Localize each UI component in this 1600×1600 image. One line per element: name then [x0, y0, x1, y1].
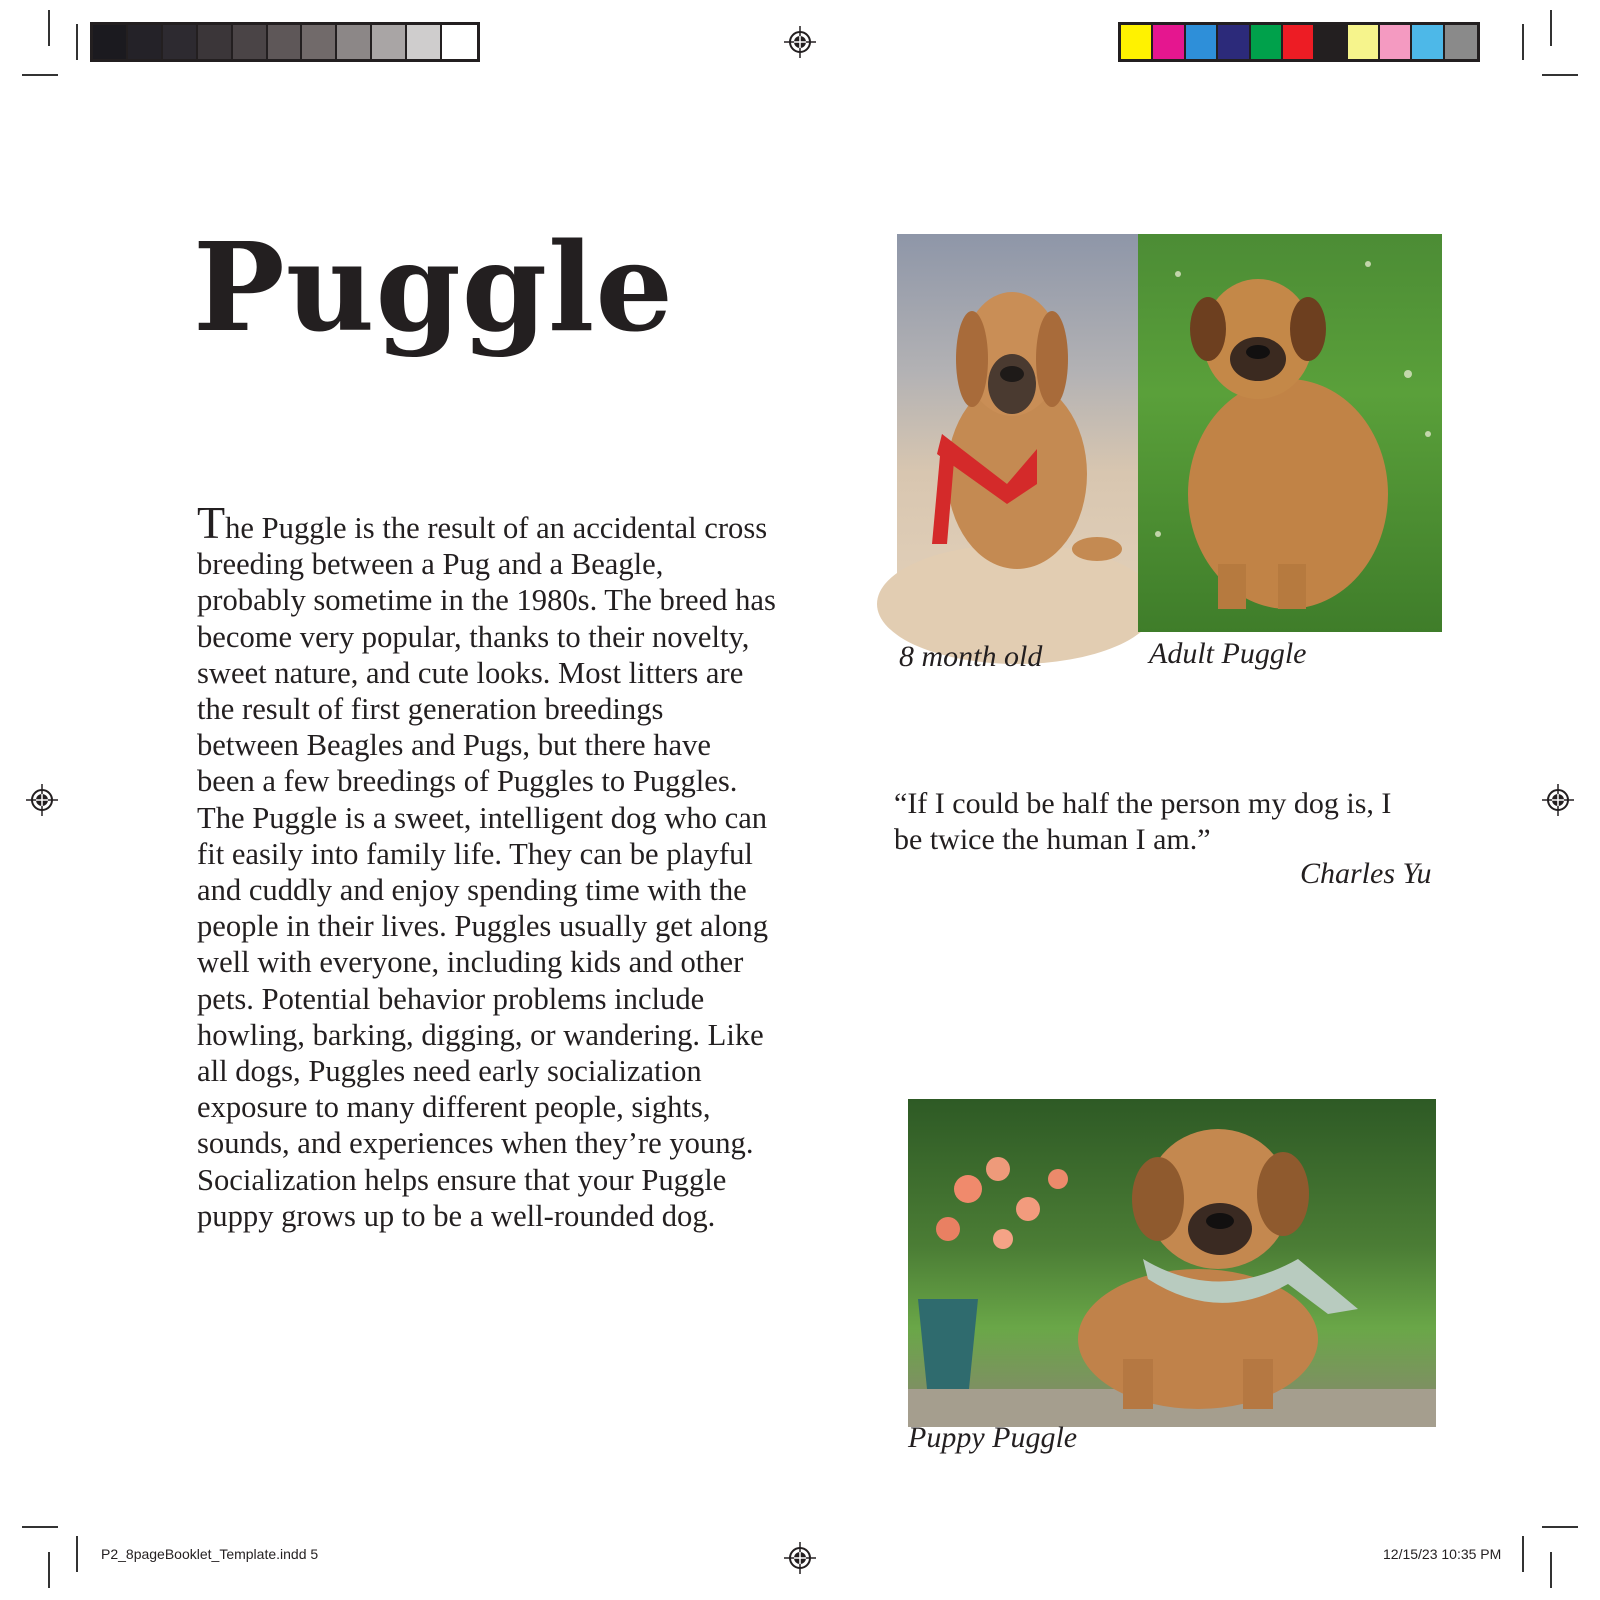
crop-mark-top-left-horizontal	[22, 74, 58, 76]
puppy-in-garden-photo	[908, 1099, 1436, 1427]
body-line: puppy grows up to be a well-rounded dog.	[197, 1198, 716, 1233]
crop-mark-top-right-vertical	[1550, 10, 1552, 46]
gray-swatch	[93, 25, 128, 59]
crop-mark-bottom-left-horizontal	[22, 1526, 58, 1528]
body-line: Socialization helps ensure that your Puggle	[197, 1162, 727, 1197]
body-line	[197, 497, 837, 548]
body-line: the result of first generation breedings	[197, 692, 664, 727]
body-line: exposure to many different people, sights,	[197, 1090, 711, 1125]
grayscale-calibration-bar	[90, 22, 480, 62]
crop-mark-top-right-horizontal	[1542, 74, 1578, 76]
gray-swatch	[442, 25, 477, 59]
registration-mark-top-icon	[784, 26, 816, 58]
body-line: howling, barking, digging, or wandering. Like	[197, 1017, 764, 1052]
caption-adult-puggle: Adult Puggle	[1149, 637, 1307, 670]
gray-swatch	[198, 25, 233, 59]
dog-quote	[894, 786, 1454, 858]
registration-mark-bottom-icon	[784, 1542, 816, 1574]
body-paragraph	[197, 497, 837, 1234]
drop-cap: T	[197, 497, 226, 548]
crop-mark-bottom-right-horizontal	[1542, 1526, 1578, 1528]
color-swatch	[1218, 25, 1250, 59]
body-line: The Puggle is a sweet, intelligent dog who can	[197, 800, 768, 835]
body-line: people in their lives. Puggles usually get along	[197, 909, 768, 944]
color-swatch	[1153, 25, 1185, 59]
body-line: between Beagles and Pugs, but there have	[197, 728, 711, 763]
caption-8-month-old: 8 month old	[899, 640, 1043, 673]
body-line: probably sometime in the 1980s. The breed has	[197, 583, 776, 618]
body-line: sounds, and experiences when they’re young.	[197, 1126, 754, 1161]
color-swatch	[1412, 25, 1444, 59]
color-swatch	[1315, 25, 1347, 59]
body-line: been a few breedings of Puggles to Puggles.	[197, 764, 738, 799]
color-swatch	[1445, 25, 1477, 59]
gray-swatch	[302, 25, 337, 59]
body-line: and cuddly and enjoy spending time with the	[197, 873, 747, 908]
photo-pair	[897, 234, 1442, 632]
registration-mark-right-icon	[1542, 784, 1574, 816]
registration-mark-left-icon	[26, 784, 58, 816]
slug-filename: P2_8pageBooklet_Template.indd 5	[101, 1546, 319, 1562]
crop-mark-top-left-vertical	[48, 10, 50, 46]
gray-swatch	[233, 25, 268, 59]
body-line: breeding between a Pug and a Beagle,	[197, 547, 664, 582]
color-swatch	[1121, 25, 1153, 59]
quote-line-1: “If I could be half the person my dog is, I	[894, 787, 1392, 820]
body-line: all dogs, Puggles need early socialization	[197, 1054, 702, 1089]
crop-mark-bottom-right-vertical	[1550, 1552, 1552, 1588]
quote-line-2: be twice the human I am.”	[894, 823, 1211, 856]
crop-mark-bottom-right-inner	[1522, 1536, 1524, 1572]
gray-swatch	[407, 25, 442, 59]
crop-mark-top-right-inner	[1522, 24, 1524, 60]
body-line: fit easily into family life. They can be playful	[197, 836, 753, 871]
color-swatch	[1348, 25, 1380, 59]
color-swatch	[1380, 25, 1412, 59]
color-calibration-bar	[1118, 22, 1480, 62]
body-line: sweet nature, and cute looks. Most litters are	[197, 655, 744, 690]
slug-datetime: 12/15/23 10:35 PM	[1383, 1546, 1502, 1562]
body-line: become very popular, thanks to their novelty,	[197, 619, 750, 654]
gray-swatch	[128, 25, 163, 59]
puppy-on-beach-photo	[897, 234, 1138, 632]
caption-puppy-puggle-cut: Puppy Puggle	[908, 1421, 1078, 1454]
color-swatch	[1283, 25, 1315, 59]
gray-swatch	[337, 25, 372, 59]
body-line: pets. Potential behavior problems include	[197, 981, 705, 1016]
crop-mark-top-left-inner	[76, 24, 78, 60]
gray-swatch	[163, 25, 198, 59]
crop-mark-bottom-left-vertical	[48, 1552, 50, 1588]
adult-puggle-photo	[1138, 234, 1442, 632]
color-swatch	[1186, 25, 1218, 59]
color-swatch	[1251, 25, 1283, 59]
body-line-text: he Puggle is the result of an accidental cross	[225, 511, 768, 545]
quote-author: Charles Yu	[1300, 857, 1432, 890]
gray-swatch	[268, 25, 303, 59]
body-line: well with everyone, including kids and other	[197, 945, 744, 980]
page-title: Puggle	[193, 215, 675, 359]
gray-swatch	[372, 25, 407, 59]
crop-mark-bottom-left-inner	[76, 1536, 78, 1572]
